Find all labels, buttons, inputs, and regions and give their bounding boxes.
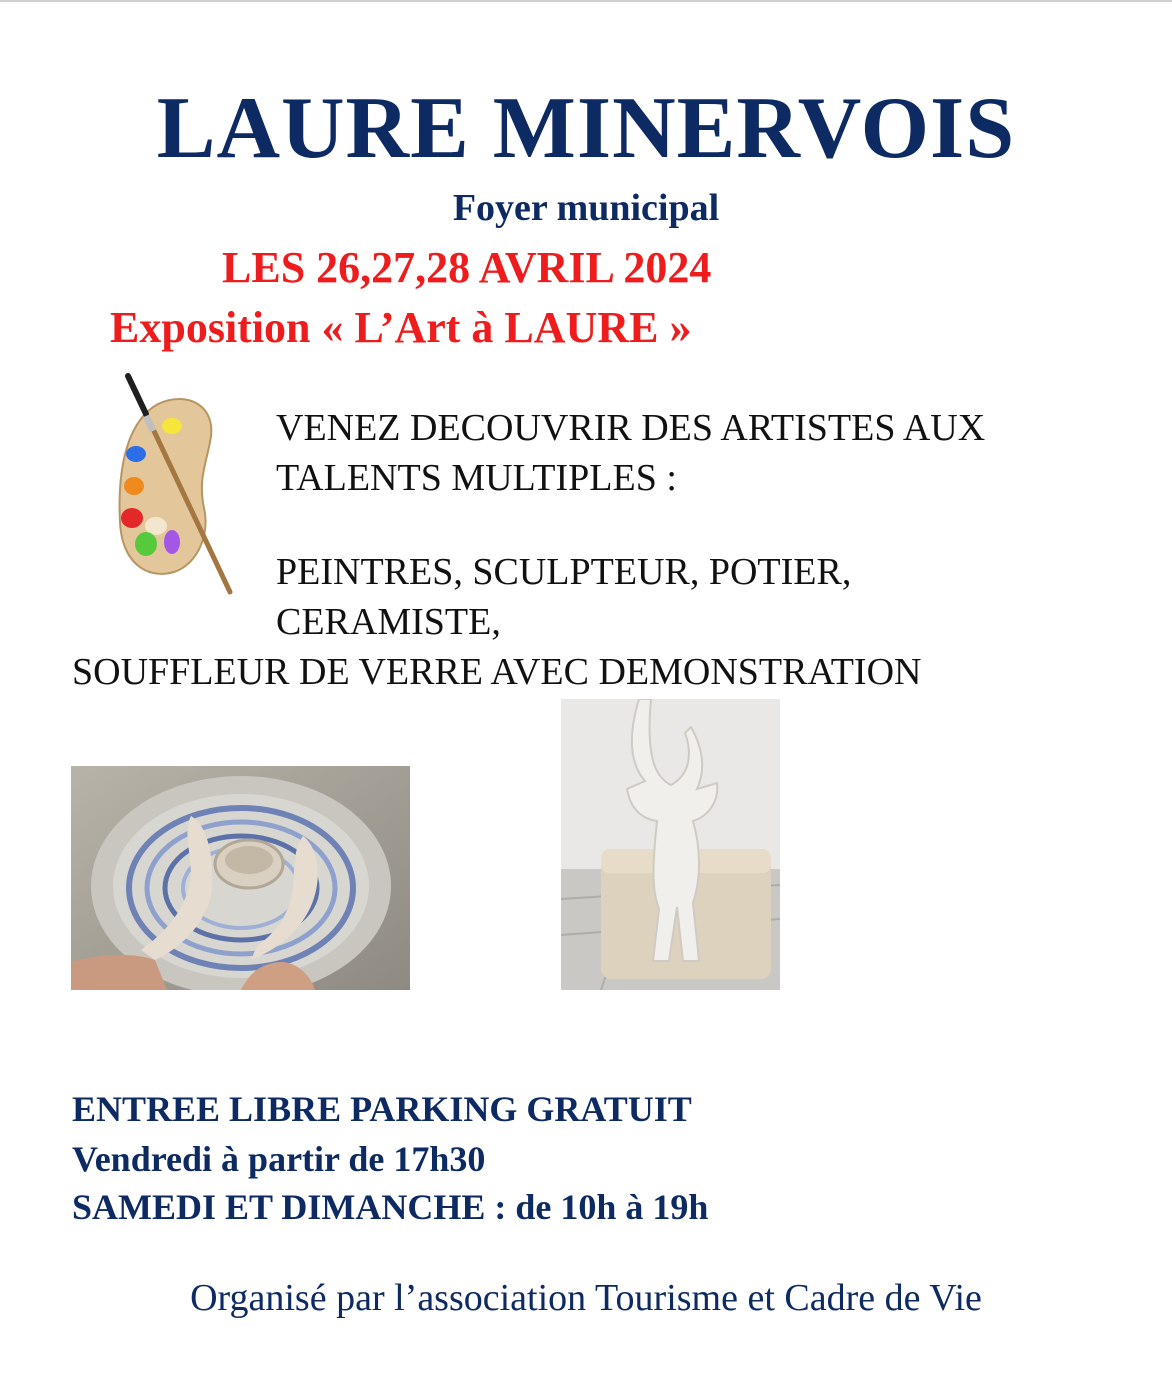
pottery-wheel-photo (71, 766, 410, 990)
palette-icon (108, 372, 238, 600)
intro-line-1: VENEZ DECOUVRIR DES ARTISTES AUX (276, 407, 986, 449)
artists-line-1: PEINTRES, SCULPTEUR, POTIER, (276, 551, 852, 593)
organizer-credit: Organisé par l’association Tourisme et Cadre de Vie (190, 1277, 982, 1319)
exhibition-title: Exposition « L’Art à LAURE » (110, 303, 692, 352)
poster-title: LAURE MINERVOIS (156, 80, 1016, 177)
entry-info: ENTREE LIBRE PARKING GRATUIT (72, 1089, 692, 1129)
artists-line-3: SOUFFLEUR DE VERRE AVEC DEMONSTRATION (72, 651, 922, 693)
weekend-hours: SAMEDI ET DIMANCHE : de 10h à 19h (72, 1187, 709, 1227)
friday-hours: Vendredi à partir de 17h30 (72, 1139, 486, 1179)
event-dates: LES 26,27,28 AVRIL 2024 (222, 243, 712, 292)
intro-line-2: TALENTS MULTIPLES : (276, 457, 677, 499)
artists-line-2: CERAMISTE, (276, 601, 501, 643)
top-border (0, 0, 1172, 2)
venue-name: Foyer municipal (452, 187, 720, 229)
sculpture-photo (561, 699, 780, 990)
